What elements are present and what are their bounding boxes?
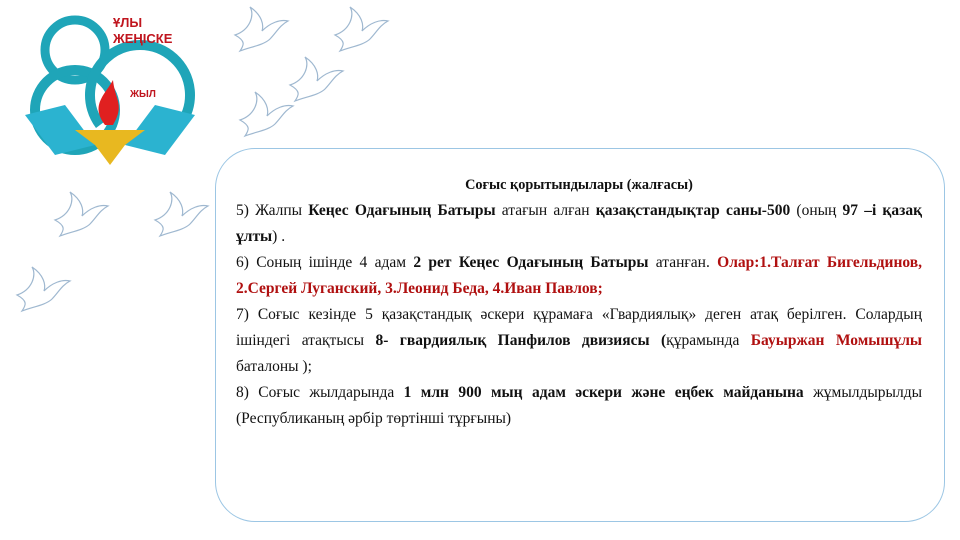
svg-text:ЖЫЛ: ЖЫЛ (130, 89, 156, 100)
dove-icon (12, 265, 74, 313)
text: 5) Жалпы (236, 202, 309, 219)
text: 2 рет Кеңес Одағының Батыры (413, 254, 649, 271)
dove-icon (230, 5, 292, 53)
text: жұмылдырылды (Республиканың әрбір төртінші тұрғыны) (236, 384, 922, 427)
text: 8- гвардиялық Панфилов двизиясы ( (375, 332, 667, 349)
text: атанған. (648, 254, 718, 271)
dove-icon (330, 5, 392, 53)
text: 8) Соғыс жылдарында (236, 384, 404, 401)
dove-icon (235, 90, 297, 138)
dove-icon (50, 190, 112, 238)
victory-80-logo (5, 5, 215, 175)
text: ) . (272, 228, 286, 245)
text: 1 млн 900 мың адам әскери және еңбек майданына (403, 384, 804, 401)
svg-text:ҰЛЫ: ҰЛЫ (113, 15, 143, 30)
paragraph-8 (236, 380, 922, 432)
dove-icon (150, 190, 212, 238)
text: Кеңес Одағының Батыры (308, 202, 496, 219)
text: құрамында (666, 332, 751, 349)
text: 7) Соғыс кезінде 5 қазақстандық әскери құрамаға «Гвардиялық» деген атақ берілген. Солардың ішіндегі атақтысы (236, 306, 922, 349)
slide-title: Соғыс қорытындылары (жалғасы) (465, 177, 693, 193)
text: атағын алған (495, 202, 596, 219)
svg-text:ЖЕҢІСКЕ: ЖЕҢІСКЕ (113, 31, 173, 46)
text: 6) Соның ішінде 4 адам (236, 254, 414, 271)
text: қазақстандықтар саны-500 (595, 202, 791, 219)
hero-name: Бауыржан Момышұлы (750, 332, 922, 349)
heroes-list: Олар:1.Талғат Бигельдинов, 2.Сергей Луганский, 3.Леонид Беда, 4.Иван Павлов; (236, 254, 922, 297)
text: баталоны ); (236, 358, 312, 375)
content-card (215, 148, 945, 522)
text: 97 –і қазақ ұлты (236, 202, 923, 245)
text: (оның (790, 202, 843, 219)
paragraph-7 (236, 302, 922, 380)
paragraph-5 (236, 198, 922, 250)
paragraph-6 (236, 250, 922, 302)
